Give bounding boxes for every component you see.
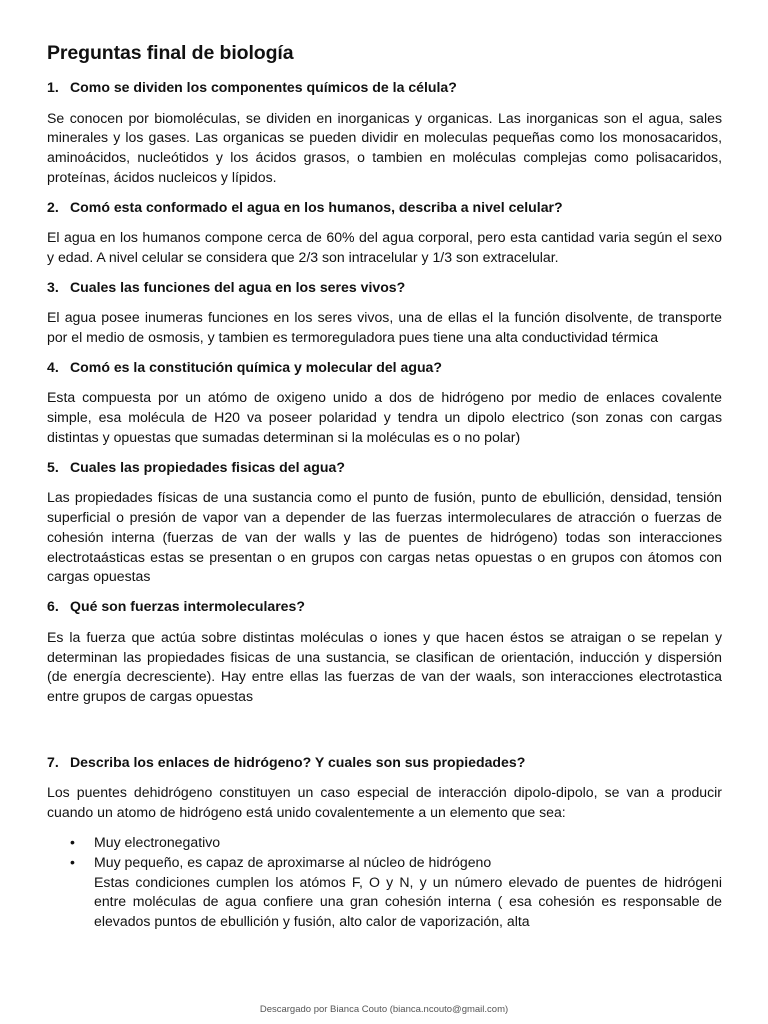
bullet-icon: • — [70, 834, 75, 851]
bullet-icon: • — [70, 853, 75, 870]
document-page — [47, 40, 722, 932]
question-number: 3. — [47, 278, 59, 295]
bullet-list — [47, 833, 722, 873]
section-spacer — [47, 717, 722, 753]
question-number: 7. — [47, 753, 59, 770]
question-2 — [47, 198, 722, 218]
question-6 — [47, 597, 722, 617]
list-item: • Muy electronegativo — [47, 833, 722, 853]
question-number: 4. — [47, 358, 59, 375]
answer-7: Los puentes dehidrógeno constituyen un caso especial de interacción dipolo-dipolo, se van a producir cuando un atomo de hidrógeno está unido covalentemente a un elemento que sea: — [47, 784, 722, 821]
question-3 — [47, 278, 722, 298]
question-7 — [47, 753, 722, 773]
question-number: 6. — [47, 598, 59, 615]
question-4 — [47, 358, 722, 378]
answer-4: Esta compuesta por un atómo de oxigeno unido a dos de hidrógeno por medio de enlaces covalente simple, esa molécula de H20 va poseer polaridad y tendra un dipolo electrico (son zonas con cargas distintas y opuestas que sumadas determinan si la moléculas es o no polar) — [47, 389, 722, 445]
question-number: 5. — [47, 458, 59, 475]
answer-1: Se conocen por biomoléculas, se dividen en inorganicas y organicas. Las inorganicas son el agua, sales minerales y los gases. Las organicas se pueden dividir en moleculas pequeñas como los monosacaridos, aminoácidos, nucleótidos y los ácidos grasos, o tambien en moléculas complejas como polisacaridos, proteínas, ácidos nucleicos y lípidos. — [47, 109, 722, 185]
download-footer: Descargado por Bianca Couto (bianca.ncouto@gmail.com) — [259, 1004, 509, 1015]
answer-3: El agua posee inumeras funciones en los seres vivos, una de ellas el la función disolvente, de transporte por el medio de osmosis, y tambien es termoreguladora pues tiene una alta conductividad térmica — [47, 309, 722, 346]
question-1 — [47, 78, 722, 98]
list-item: • Muy pequeño, es capaz de aproximarse al núcleo de hidrógeno — [47, 853, 722, 873]
question-text: Comó es la constitución química y molecular del agua? — [70, 358, 443, 375]
page-title: Preguntas final de biología — [47, 42, 294, 64]
question-text: Cuales las funciones del agua en los seres vivos? — [70, 278, 406, 295]
bullet-continuation: Estas condiciones cumplen los atómos F, O y N, y un número elevado de puentes de hidrógeni entre moléculas de agua confiere una gran cohesión interna ( esa cohesión es responsable de elevados puntos de ebullición y fusión, alto calor de vaporización, alta — [94, 873, 722, 930]
question-text: Describa los enlaces de hidrógeno? Y cuales son sus propiedades? — [70, 753, 526, 770]
question-text: Como se dividen los componentes químicos de la célula? — [70, 79, 457, 95]
question-text: Qué son fuerzas intermoleculares? — [70, 598, 305, 615]
question-number: 1. — [47, 79, 59, 95]
answer-5: Las propiedades físicas de una sustancia como el punto de fusión, punto de ebullición, densidad, tensión superficial o presión de vapor van a depender de las fuerzas intermoleculares de atracción o fuerzas de cohesión interna (fuerzas de van der walls y las de puentes de hidrógeno) todas son interacciones electrotaásticas estas se presentan o en grupos con cargas netas opuestas o en grupos con átomos con cargas opuestas — [47, 489, 722, 585]
answer-2: El agua en los humanos compone cerca de 60% del agua corporal, pero esta cantidad varia según el sexo y edad. A nivel celular se considera que 2/3 son intracelular y 1/3 son extracelular. — [47, 229, 722, 265]
question-number: 2. — [47, 198, 59, 215]
answer-6: Es la fuerza que actúa sobre distintas moléculas o iones y que hacen éstos se atraigan o se repelan y determinan las propiedades fisicas de una sustancia, se clasifican de orientación, inducción y dispersión (de energía decresciente). Hay entre ellas las fuerzas de van der waals, son interacciones electrotastica entre grupos de cargas opuestas — [47, 628, 722, 705]
question-text: Comó esta conformado el agua en los humanos, describa a nivel celular? — [70, 198, 563, 215]
question-text: Cuales las propiedades fisicas del agua? — [70, 458, 345, 475]
question-5 — [47, 458, 722, 478]
